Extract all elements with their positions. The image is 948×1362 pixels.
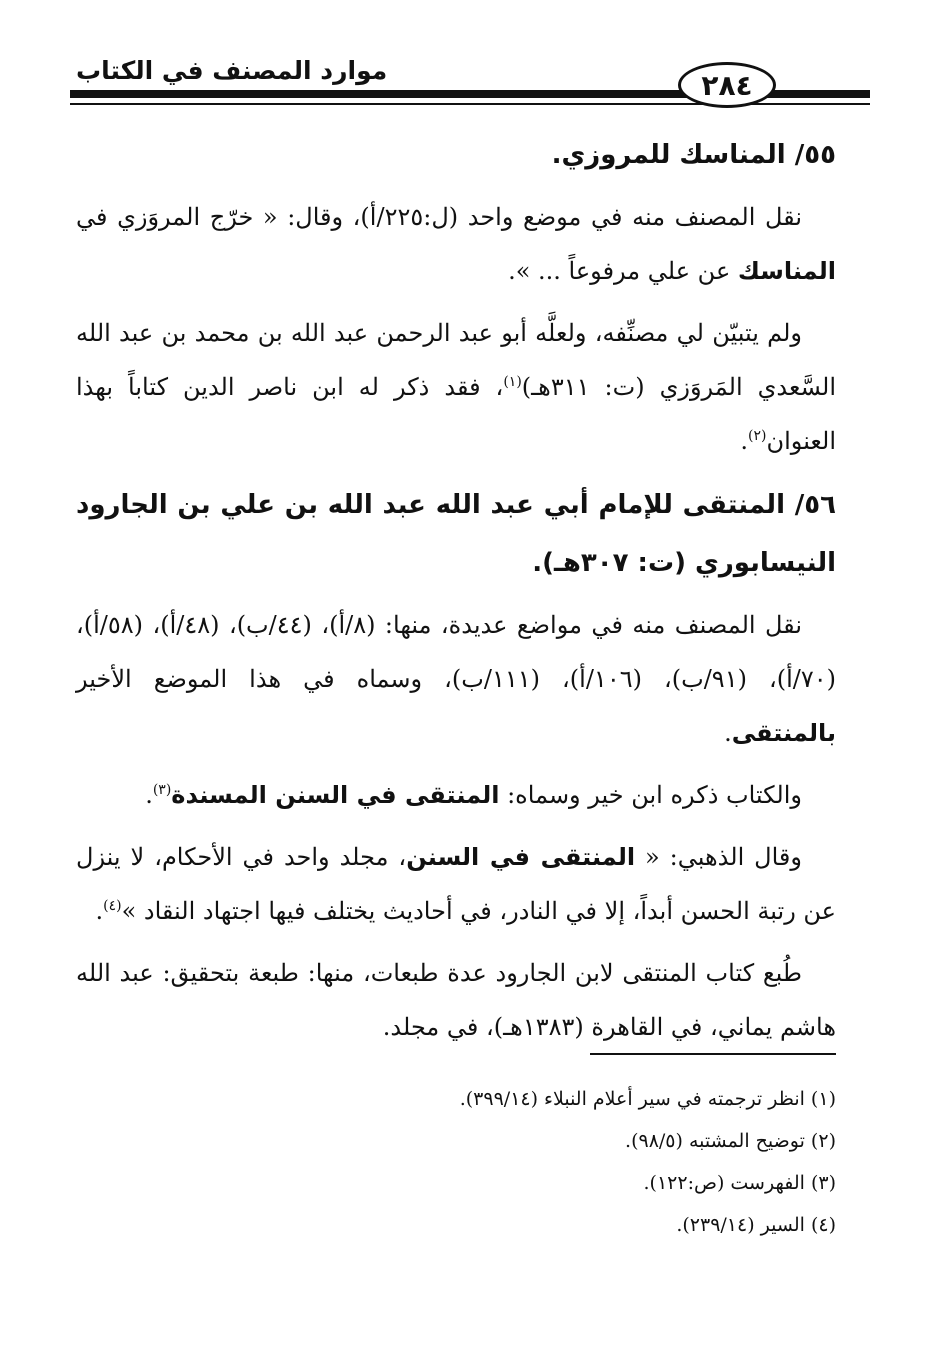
footnote: (٢) توضيح المشتبه (٩٨/٥). — [625, 1130, 836, 1152]
footnote-separator — [590, 1053, 836, 1055]
bold-term: المناسك — [737, 257, 836, 285]
paragraph: ولم يتبيّن لي مصنِّفه، ولعلَّه أبو عبد الرحمن عبد الله بن محمد بن عبد الله السَّعدي المَروَزي (ت: ٣١١هـ)$^{(١)}$، فقد ذكر له ابن ناصر الدين كتاباً بهذا العنوان$^{(٢)}$. — [76, 319, 837, 455]
footnote: (٤) السير (٢٣٩/١٤). — [676, 1214, 836, 1236]
running-header — [70, 48, 870, 118]
bold-term: المنتقى في السنن — [406, 843, 636, 871]
paragraph: وقال الذهبي: « المنتقى في السنن، مجلد واحد في الأحكام، لا ينزل عن رتبة الحسن أبداً، إلا في النادر، في أحاديث يختلف فيها اجتهاد النقاد »$^{(٤)}$. — [76, 843, 836, 925]
page-number: ٢٨٤ — [678, 62, 776, 108]
paragraph: نقل المصنف منه في مواضع عديدة، منها: (٨/أ)، (٤٤/ب)، (٤٨/أ)، (٥٨/أ)، (٧٠/أ)، (٩١/ب)، (١٠٦/أ)، (١١١/ب)، وسماه في هذا الموضع الأخير بالمنتقى. — [76, 611, 837, 747]
footnote: (١) انظر ترجمته في سير أعلام النبلاء (٣٩٩/١٤). — [459, 1088, 836, 1110]
running-title: موارد المصنف في الكتاب — [76, 56, 388, 85]
footnote-ref: (٢) — [748, 428, 767, 444]
footnote-ref: (٤) — [103, 898, 122, 914]
footnotes — [76, 1078, 836, 1246]
bold-term: بالمنتقى — [731, 719, 836, 747]
paragraph: نقل المصنف منه في موضع واحد (ل:٢٢٥/أ)، وقال: « خرّج المروَزي في المناسك عن علي مرفوعاً ... ». — [76, 203, 836, 285]
paragraph: والكتاب ذكره ابن خير وسماه: المنتقى في السنن المسندة$^{(٣)}$. — [145, 781, 802, 809]
footnote-ref: (٣) — [152, 782, 172, 798]
section-heading-56: ٥٦/ المنتقى للإمام أبي عبد الله عبد الله بن علي بن الجارود النيسابوري (ت: ٣٠٧هـ). — [76, 490, 836, 578]
page-body — [76, 126, 836, 1062]
paragraph: طُبع كتاب المنتقى لابن الجارود عدة طبعات، منها: طبعة بتحقيق: عبد الله هاشم يماني، في القاهرة (١٣٨٣هـ)، في مجلد. — [76, 959, 836, 1041]
bold-term: المنتقى في السنن المسندة — [171, 781, 500, 809]
section-heading-55: ٥٥/ المناسك للمروزي. — [551, 140, 836, 170]
footnote-ref: (١) — [503, 374, 522, 390]
footnote: (٣) الفهرست (ص:١٢٢). — [643, 1172, 836, 1194]
